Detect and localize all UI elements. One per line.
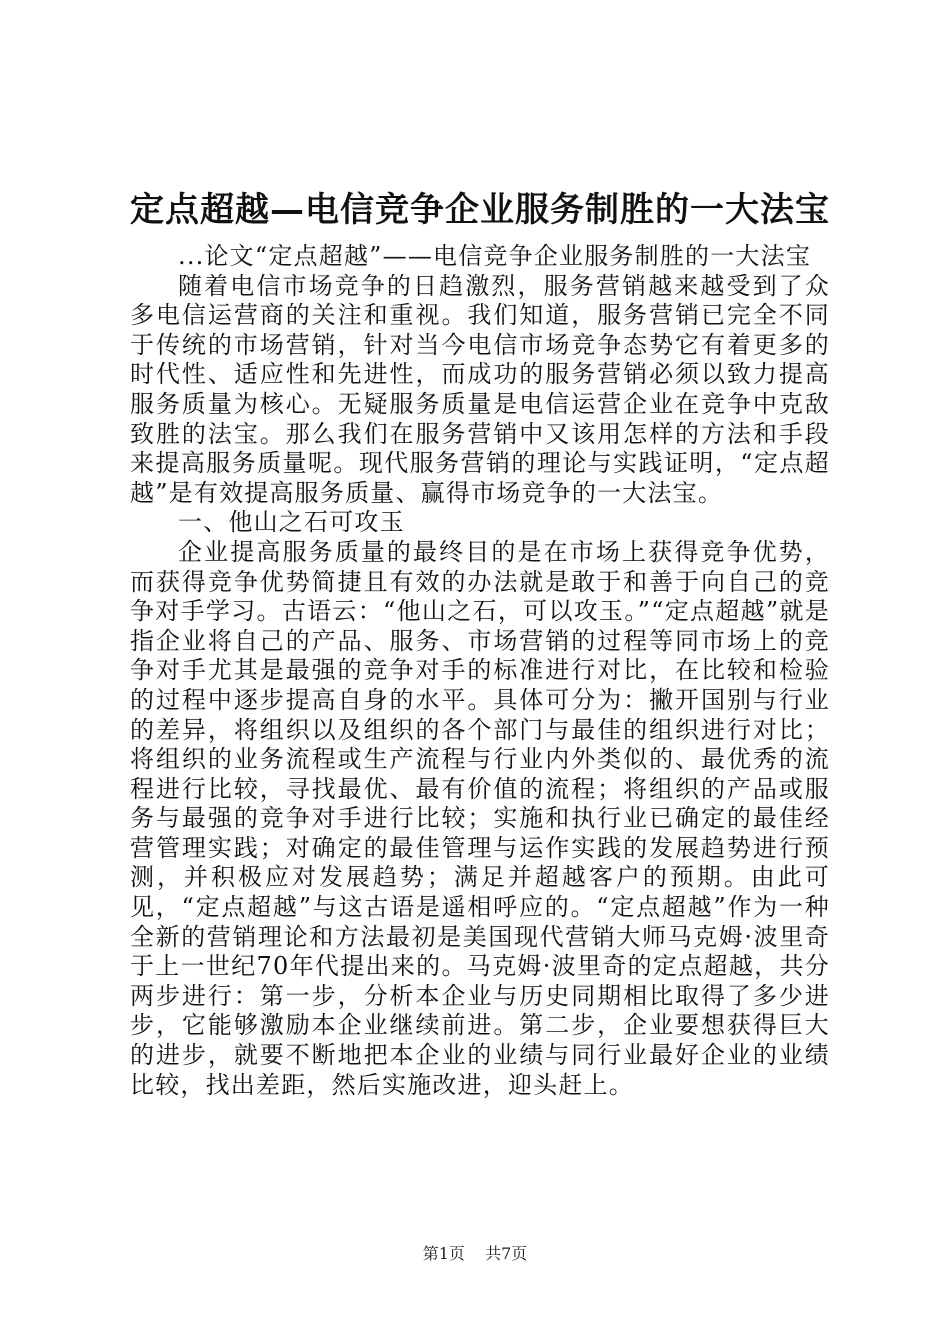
document-title: 定点超越—电信竞争企业服务制胜的一大法宝 bbox=[130, 190, 830, 230]
intro-paragraph: 随着电信市场竞争的日趋激烈，服务营销越来越受到了众多电信运营商的关注和重视。我们知道，服务营销已完全不同于传统的市场营销，针对当今电信市场竞争态势它有着更多的时代性、适应性和先进性，而成功的服务营销必须以致力提高服务质量为核心。无疑服务质量是电信运营企业在竞争中克敌致胜的法宝。那么我们在服务营销中又该用怎样的方法和手段来提高服务质量呢。现代服务营销的理论与实践证明，“定点超越”是有效提高服务质量、赢得市场竞争的一大法宝。 bbox=[130, 271, 830, 507]
subtitle-paragraph: ...论文“定点超越”——电信竞争企业服务制胜的一大法宝 bbox=[178, 242, 812, 270]
document-body bbox=[130, 242, 830, 1100]
page-number: 第1页 bbox=[422, 1244, 465, 1263]
page-total: 共7页 bbox=[485, 1244, 528, 1263]
page-footer bbox=[0, 1243, 950, 1265]
body-paragraph: 企业提高服务质量的最终目的是在市场上获得竞争优势，而获得竞争优势简捷且有效的办法就是敢于和善于向自己的竞争对手学习。古语云：“他山之石，可以攻玉。”“定点超越”就是指企业将自己的产品、服务、市场营销的过程等同市场上的竞争对手尤其是最强的竞争对手的标准进行对比，在比较和检验的过程中逐步提高自身的水平。具体可分为：撇开国别与行业的差异，将组织以及组织的各个部门与最佳的组织进行对比；将组织的业务流程或生产流程与行业内外类似的、最优秀的流程进行比较，寻找最优、最有价值的流程；将组织的产品或服务与最强的竞争对手进行比较；实施和执行业已确定的最佳经营管理实践；对确定的最佳管理与运作实践的发展趋势进行预测，并积极应对发展趋势；满足并超越客户的预期。由此可见，“定点超越”与这古语是遥相呼应的。“定点超越”作为一种全新的营销理论和方法最初是美国现代营销大师马克姆·波里奇于上一世纪70年代提出来的。马克姆·波里奇的定点超越，共分两步进行：第一步，分析本企业与历史同期相比取得了多少进步，它能够激励本企业继续前进。第二步，企业要想获得巨大的进步，就要不断地把本企业的业绩与同行业最好企业的业绩比较，找出差距，然后实施改进，迎头赶上。 bbox=[130, 537, 830, 1099]
section-heading: 一、他山之石可攻玉 bbox=[178, 508, 405, 537]
